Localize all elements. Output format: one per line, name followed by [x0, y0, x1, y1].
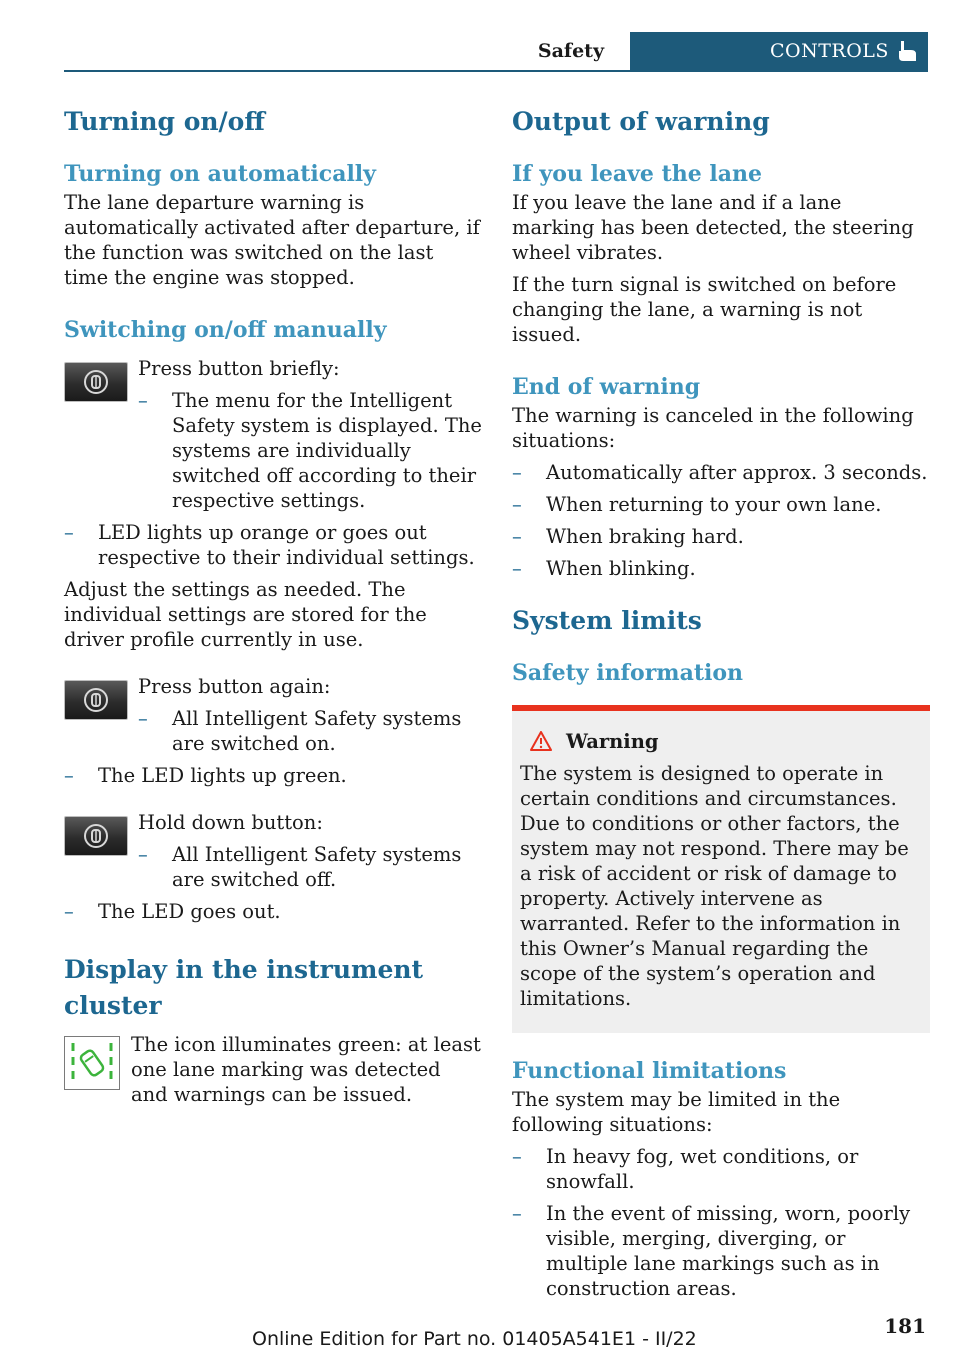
- list-item: – All Intelligent Safety systems are switched off.: [138, 842, 482, 892]
- functional-limitations-list: [512, 1144, 930, 1301]
- end-of-warning-list: [512, 460, 930, 581]
- heading-display-instrument-cluster: Display in the instrument cluster: [64, 955, 424, 1020]
- paragraph-adjust: Adjust the settings as needed. The individual settings are stored for the driver profile currently in use.: [64, 578, 427, 651]
- heading-output-of-warning: Output of warning: [512, 107, 770, 136]
- paragraph-auto: The lane departure warning is automatically activated after departure, if the function was switched on the last time the engine was stopped.: [64, 191, 480, 289]
- safety-button-image: [64, 362, 128, 402]
- header-section-title: Safety: [537, 40, 604, 62]
- list-item: – The LED goes out.: [64, 899, 482, 924]
- heading-safety-information: Safety information: [512, 660, 744, 686]
- heading-leave-lane: If you leave the lane: [512, 161, 762, 187]
- list-item: – LED lights up orange or goes out respective to their individual settings.: [64, 520, 482, 570]
- warning-title-text: Warning: [566, 730, 659, 753]
- warning-text: The system is designed to operate in certain conditions and circumstances. Due to conditions or other factors, the system may not respond. There may be a risk of accident or risk of damage to property. Actively intervene as warranted. Refer to the information in this Owner’s Manual regarding the scope of the system’s operation and limitations.: [520, 762, 909, 1010]
- list-item: – All Intelligent Safety systems are switched on.: [138, 706, 482, 756]
- page-footer: [0, 1314, 960, 1356]
- hold-down-sublist: [138, 842, 482, 892]
- intelligent-safety-icon: [83, 822, 109, 850]
- intelligent-safety-icon: [83, 368, 109, 396]
- right-column: [512, 104, 930, 1301]
- press-briefly-sublist: [138, 388, 482, 513]
- display-block: [64, 1032, 482, 1107]
- heading-turning-on-automatically: Turning on automatically: [64, 161, 376, 187]
- press-again-list: [64, 763, 482, 788]
- heading-end-of-warning: End of warning: [512, 374, 701, 400]
- list-item: – The menu for the Intelligent Safety system is displayed. The systems are individually switched off according to their respective settings.: [138, 388, 482, 513]
- press-briefly-block: [64, 356, 482, 513]
- pointing-hand-icon: [896, 39, 918, 63]
- list-item: – In the event of missing, worn, poorly visible, merging, diverging, or multiple lane markings such as in construction areas.: [512, 1201, 930, 1301]
- warning-box: [512, 705, 930, 1033]
- press-again-block: [64, 674, 482, 756]
- list-item: – When returning to your own lane.: [512, 492, 930, 517]
- press-briefly-list: [64, 520, 482, 570]
- press-again-sublist: [138, 706, 482, 756]
- heading-switching-manually: Switching on/off manually: [64, 317, 387, 343]
- paragraph-leave-2: If the turn signal is switched on before changing the lane, a warning is not issued.: [512, 273, 897, 346]
- page-number: 181: [884, 1314, 926, 1338]
- safety-button-image: [64, 680, 128, 720]
- press-again-label: Press button again:: [138, 675, 331, 698]
- paragraph-functional: The system may be limited in the following situations:: [512, 1088, 841, 1136]
- header-chapter-label: CONTROLS: [770, 40, 889, 62]
- paragraph-leave-1: If you leave the lane and if a lane marking has been detected, the steering wheel vibrates.: [512, 191, 914, 264]
- press-briefly-label: Press button briefly:: [138, 357, 340, 380]
- lane-departure-icon: [64, 1036, 120, 1090]
- lane-car-icon: [65, 1037, 119, 1089]
- list-item: – When braking hard.: [512, 524, 930, 549]
- hold-down-block: [64, 810, 482, 892]
- hold-down-list: [64, 899, 482, 924]
- list-item: – In heavy fog, wet conditions, or snowfall.: [512, 1144, 930, 1194]
- warning-title: [520, 729, 922, 755]
- intelligent-safety-icon: [83, 686, 109, 714]
- paragraph-display: The icon illuminates green: at least one lane marking was detected and warnings can be issued.: [131, 1033, 481, 1106]
- heading-turning-on-off: Turning on/off: [64, 107, 265, 136]
- list-item: – The LED lights up green.: [64, 763, 482, 788]
- hold-down-label: Hold down button:: [138, 811, 323, 834]
- footer-edition: Online Edition for Part no. 01405A541E1 - II/22: [252, 1328, 697, 1350]
- safety-button-image: [64, 816, 128, 856]
- heading-system-limits: System limits: [512, 606, 702, 635]
- list-item: – Automatically after approx. 3 seconds.: [512, 460, 930, 485]
- heading-functional-limitations: Functional limitations: [512, 1058, 787, 1084]
- left-column: [64, 104, 482, 1107]
- paragraph-end: The warning is canceled in the following situations:: [512, 404, 914, 452]
- warning-triangle-icon: [530, 731, 552, 751]
- page-header: [64, 32, 928, 72]
- list-item: – When blinking.: [512, 556, 930, 581]
- header-chapter-tab: [630, 32, 928, 70]
